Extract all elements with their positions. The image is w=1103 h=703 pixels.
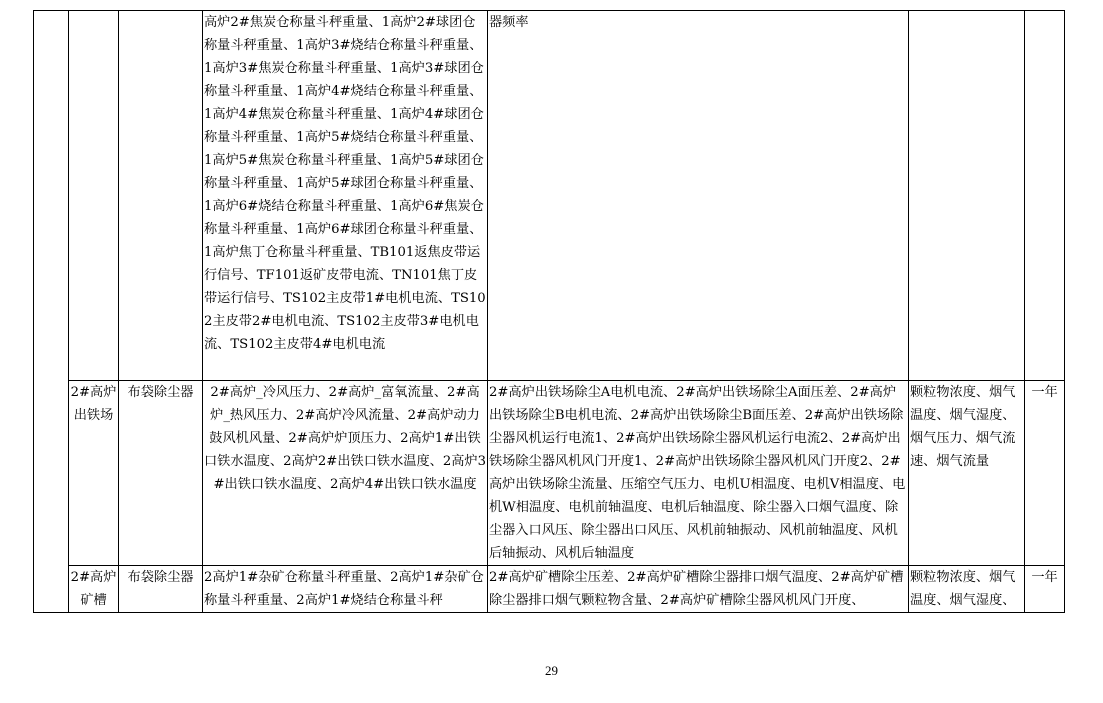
treatment-params-text: 2#高炉矿槽除尘压差、2#高炉矿槽除尘器排口烟气温度、2#高炉矿槽除尘器排口烟气颗粒物含量、2#高炉矿槽除尘器风机风门开度、	[489, 570, 904, 608]
production-unit-cell: 2#高炉出铁场	[69, 381, 119, 566]
monitoring-params-cell	[909, 11, 1025, 381]
monitoring-params-cell	[909, 566, 1025, 613]
treatment-params-cell: 2#高炉出铁场除尘A电机电流、2#高炉出铁场除尘A面压差、2#高炉出铁场除尘B电机电流、2#高炉出铁场除尘B面压差、2#高炉出铁场除尘器风机运行电流1、2#高炉出铁场除尘器风机运行电流2、2#高炉出铁场除尘器风机风门开度1、2#高炉出铁场除尘器风机风门开度2、2#高炉出铁场除尘流量、压缩空气压力、电机U相温度、电机V相温度、电机W相温度、电机前轴温度、电机后轴温度、除尘器入口烟气温度、除尘器入口风压、除尘器出口风压、风机前轴振动、风机前轴温度、风机后轴振动、风机后轴温度	[488, 381, 909, 566]
table-row	[34, 11, 1065, 381]
equipment-cell: 布袋除尘器	[119, 381, 203, 566]
document-table	[33, 10, 1065, 613]
table-row	[34, 566, 1065, 613]
production-params-cell: 高炉2#焦炭仓称量斗秤重量、1高炉2#球团仓称量斗秤重量、1高炉3#烧结仓称量斗秤重量、1高炉3#焦炭仓称量斗秤重量、1高炉3#球团仓称量斗秤重量、1高炉4#烧结仓称量斗秤重量、1高炉4#焦炭仓称量斗秤重量、1高炉4#球团仓称量斗秤重量、1高炉5#烧结仓称量斗秤重量、1高炉5#焦炭仓称量斗秤重量、1高炉5#球团仓称量斗秤重量、1高炉5#球团仓称量斗秤重量、1高炉6#烧结仓称量斗秤重量、1高炉6#焦炭仓称量斗秤重量、1高炉6#球团仓称量斗秤重量、1高炉焦丁仓称量斗秤重量、TB101返焦皮带运行信号、TF101返矿皮带电流、TN101焦丁皮带运行信号、TS102主皮带1#电机电流、TS102主皮带2#电机电流、TS102主皮带3#电机电流、TS102主皮带4#电机电流	[203, 11, 488, 381]
production-unit-cell	[69, 11, 119, 381]
retention-cell: 一年	[1025, 566, 1065, 613]
production-params-cell	[203, 566, 488, 613]
monitoring-params-cell: 颗粒物浓度、烟气温度、烟气湿度、烟气压力、烟气流速、烟气流量	[909, 381, 1025, 566]
table-row	[34, 381, 1065, 566]
retention-cell: 一年	[1025, 381, 1065, 566]
treatment-params-cell: 器频率	[488, 11, 909, 381]
equipment-cell: 布袋除尘器	[119, 566, 203, 613]
treatment-params-cell	[488, 566, 909, 613]
production-unit-cell: 2#高炉矿槽	[69, 566, 119, 613]
monitoring-params-text: 颗粒物浓度、烟气温度、烟气湿度、	[910, 570, 1016, 608]
page-number: 29	[545, 663, 558, 678]
retention-cell	[1025, 11, 1065, 381]
production-params-text: 2高炉1#杂矿仓称量斗秤重量、2高炉1#杂矿仓称量斗秤重量、2高炉1#烧结仓称量斗秤	[204, 570, 484, 608]
row-index-cell	[34, 11, 69, 613]
production-params-cell: 2#高炉_冷风压力、2#高炉_富氧流量、2#高炉_热风压力、2#高炉冷风流量、2#高炉动力鼓风机风量、2#高炉炉顶压力、2高炉1#出铁口铁水温度、2高炉2#出铁口铁水温度、2高炉3#出铁口铁水温度、2高炉4#出铁口铁水温度	[203, 381, 488, 566]
equipment-cell	[119, 11, 203, 381]
